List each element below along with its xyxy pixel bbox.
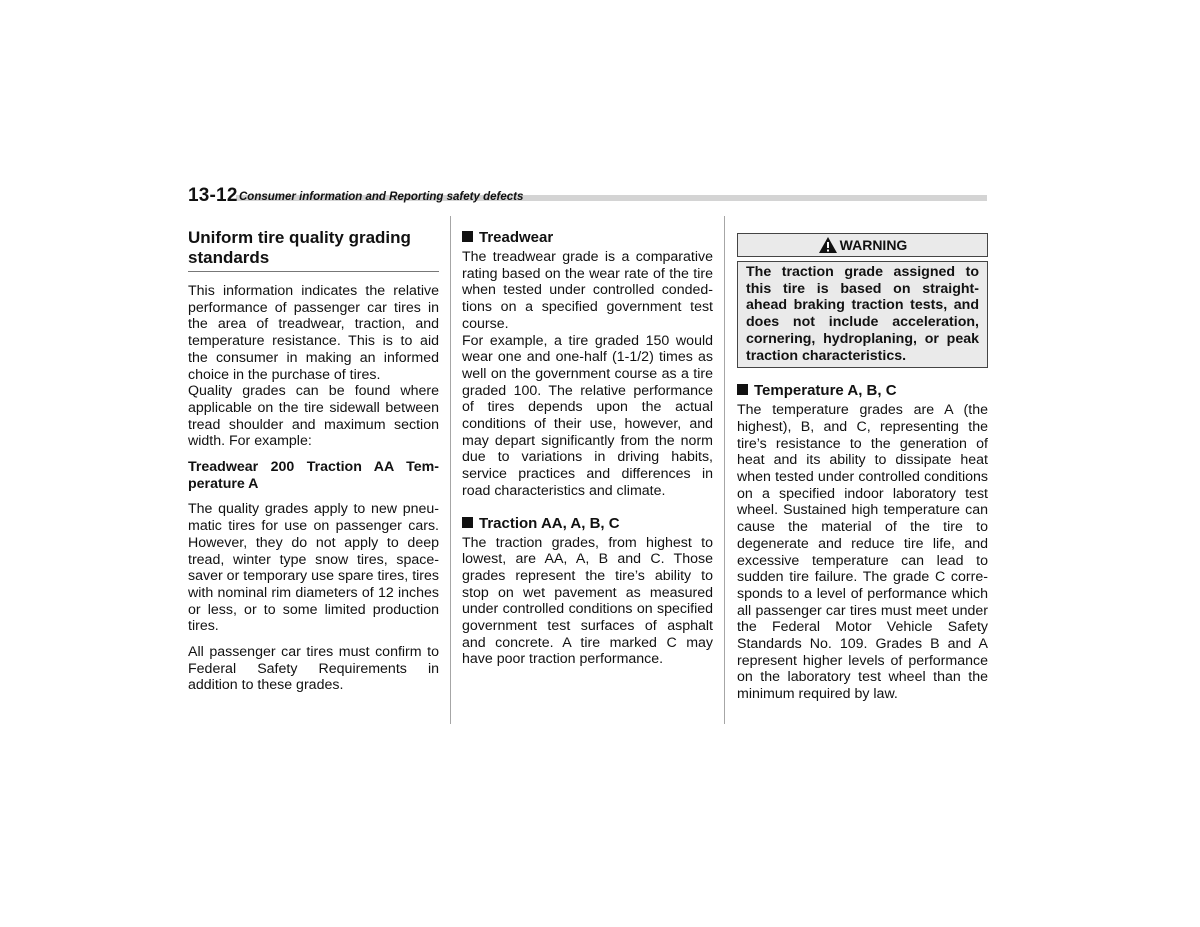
column-3 xyxy=(737,226,988,703)
square-bullet-icon xyxy=(737,384,748,395)
heading-traction xyxy=(462,514,713,534)
section-title: Consumer information and Reporting safety defects xyxy=(239,191,524,203)
square-bullet-icon xyxy=(462,517,473,528)
column-divider-2 xyxy=(724,216,725,724)
heading-treadwear xyxy=(462,228,713,248)
heading-temperature xyxy=(737,381,988,401)
paragraph-treadwear-1: The treadwear grade is a comparative rating based on the wear rate of the tire when tested under controlled condedtions on a specified government test course. xyxy=(462,249,713,332)
example-grade: Treadwear 200 Traction AA Temperature A xyxy=(188,459,439,492)
column-2 xyxy=(462,226,713,668)
traction-heading-text: Traction AA, A, B, C xyxy=(479,514,620,532)
column-1 xyxy=(188,226,439,694)
page-number: 13-12 xyxy=(188,185,238,206)
square-bullet-icon xyxy=(462,231,473,242)
treadwear-heading-text: Treadwear xyxy=(479,229,554,246)
warning-header xyxy=(737,233,988,257)
warning-triangle-icon xyxy=(818,236,838,254)
warning-text: The traction grade assigned to this tire is based on straight-ahead braking traction tests, and does not include acceleration, cornering, hydroplaning, or peak traction characteristics. xyxy=(746,264,979,364)
paragraph-intro: This information indicates the relative performance of passenger car tires in the area of treadwear, traction, and temperature resistance. This is to aid the consumer in making an informed choice in the purchase of tires. xyxy=(188,283,439,383)
paragraph-federal-requirements: All passenger car tires must confirm to Federal Safety Requirements in addition to these grades. xyxy=(188,644,439,694)
paragraph-treadwear-2: For example, a tire graded 150 would wear one and one-half (1-1/2) times as well on the government course as a tire graded 100. The relative performance of tires depends upon the actual conditions of their use, however, and may depart significantly from the norm due to variations in driving habits, service practices and differences in road characteristics and climate. xyxy=(462,332,713,499)
column-divider-1 xyxy=(450,216,451,724)
temperature-heading-text: Temperature A, B, C xyxy=(754,382,897,400)
warning-label: WARNING xyxy=(839,236,908,253)
warning-box xyxy=(737,261,988,368)
paragraph-traction: The traction grades, from highest to lowest, are AA, A, B and C. Those grades represent the tire’s ability to stop on wet pavement as measured under controlled conditions on specified government test surfaces of asphalt and concrete. A tire marked C may have poor traction performance. xyxy=(462,534,713,668)
paragraph-applicability: The quality grades apply to new pneumatic tires for use on passenger cars. However, they do not apply to deep tread, winter type snow tires, space-saver or temporary use spare tires, tires with nominal rim diameters of 12 inches or less, or to some limited production tires. xyxy=(188,501,439,635)
paragraph-temperature: The temperature grades are A (the highest), B, and C, representing the tire’s resistance to the generation of heat and its ability to dissipate heat when tested under controlled conditions on a specified indoor laboratory test wheel. Sustained high temperature can cause the material of the tire to degenerate and reduce tire life, and excessive temperature can lead to sudden tire failure. The grade C corresponds to a level of performance which all passenger car tires must meet under the Federal Motor Vehicle Safety Standards No. 109. Grades B and A represent higher levels of performance on the laboratory test wheel than the minimum required by law. xyxy=(737,402,988,703)
paragraph-quality-grades: Quality grades can be found where applicable on the tire sidewall between tread shoulder and maximum section width. For example: xyxy=(188,383,439,450)
heading-uniform-tire-quality: Uniform tire quality grading standards xyxy=(188,228,439,272)
